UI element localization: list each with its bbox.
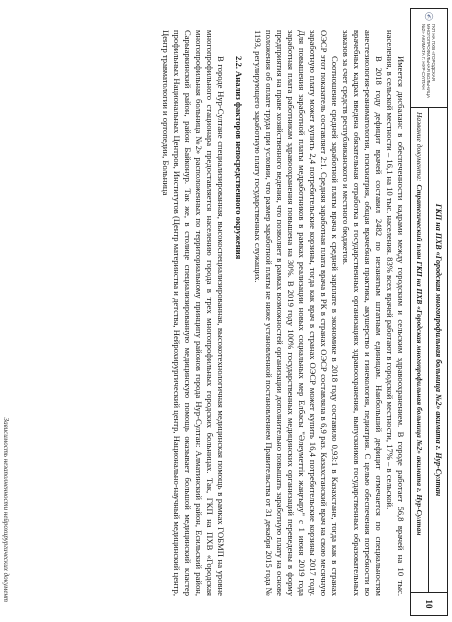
section-heading: 2.2. Анализ факторов непосредственного окружения (234, 56, 244, 260)
header-text (411, 108, 447, 593)
document-header (410, 8, 448, 616)
document-title: ГКП на ПХВ «Городская многопрофильная больница №2» акимата г. Нур-Султан (429, 108, 448, 592)
document-name-row (411, 108, 429, 592)
paragraph: Соотношение средней заработной платы врача к средней зарплате в экономике в 2018 году составило 0,93:1 в Казахстане, тогда как в странах ОЭСР этот показатель составляет 2:1. Средняя заработная плата врача в РК в странах ОЭСР составляла в 6,9 раз. Казахстанский врач на свою месячную заработную плату может купить 2,4 потребительские корзины, тогда как врач в странах ОЭСР может купить 16,4 потребительские корзины 2017 году. Для повышения заработной платы медработников в рамках реализации новых социальных мер Елбасы "Әлеуметтік жаңғыру" с 1 июня 2019 года заработная плата работникам здравоохранения повышена на 30%. В 2019 году 100% государственных медицинских организаций переведены в форму предприятия на праве хозяйственного ведения, что позволяет в рамках возможностей организации дополнительно повышать заработную плату на основе положения об оплате труда при условии, что размер заработной платы не ниже установленной постановлением Правительства от 31 декабря 2015 года № 1193, регулирующего заработную плату государственных служащих. (253, 30, 340, 596)
document-name-label: Название документа: (415, 112, 425, 182)
document-name-value: Стратегический план ГКП на ПХВ «Городская многопрофильная больница №2» акимата г. Нур-Султан (415, 184, 425, 536)
logo-block (411, 9, 447, 108)
paragraph: Имеется дисбаланс в обеспеченности кадрами между городским и сельским здравоохранением. В городе работает 56,8 врачей на 10 тыс. населения, в сельской местности – 16,1 на 10 тыс. населения. 83% всех врачей работают в городской местности, 17% – в сельской. (385, 30, 406, 596)
page-number: 10 (424, 599, 434, 609)
org-name: ГКП НА ПХВ «ГОРОДСКАЯ МНОГОПРОФИЛЬНАЯ БОЛЬНИЦА №2» АКИМАТА Г. НУР-СУЛТАН (421, 23, 437, 99)
body-text (160, 30, 406, 596)
hospital-logo-icon (418, 12, 440, 21)
footer-note: Зависимость незаполненности нейрохирургических документ (2, 417, 10, 602)
paragraph: В городе Нур-Султане специализированная, высокоспециализированная, высокотехнологичная медицинская помощь в рамках ГОБМП на уровне многопрофильного стационара предоставляется населению города в трех многопрофильных городских больницах. Так, ГКП на ПХВ «Городская многопрофильная больница №2» расположенных по территориальному принципу районов города Нур-Султан: Алматинский район, Есильский район, Сарыаркинский район, район Байконур. Так же, в столице специализированную медицинскую помощь оказывает большой медицинский кластер профильных Национальных Центров, Институтов (Центр материнства и детства, Нейрохирургический центр, Национально-научный медицинский центр, Центр травматологии и ортопедии, Больница (161, 30, 226, 596)
paragraph: В 2018 году дефицит врачей составил 2482 по незанятым штатным единицам. Наибольший дефицит отмечается по специальностям анестезиология-реаниматология, психиатрия, общая врачебная практика, акушерство и гинекология, педиатрия. С целью обеспечения потребности во врачебных кадрах введена обязательная отработка в государственных организациях здравоохранения, выпускников государственных образовательных заказов за счет средств республиканского и местного бюджетов. (341, 30, 384, 596)
